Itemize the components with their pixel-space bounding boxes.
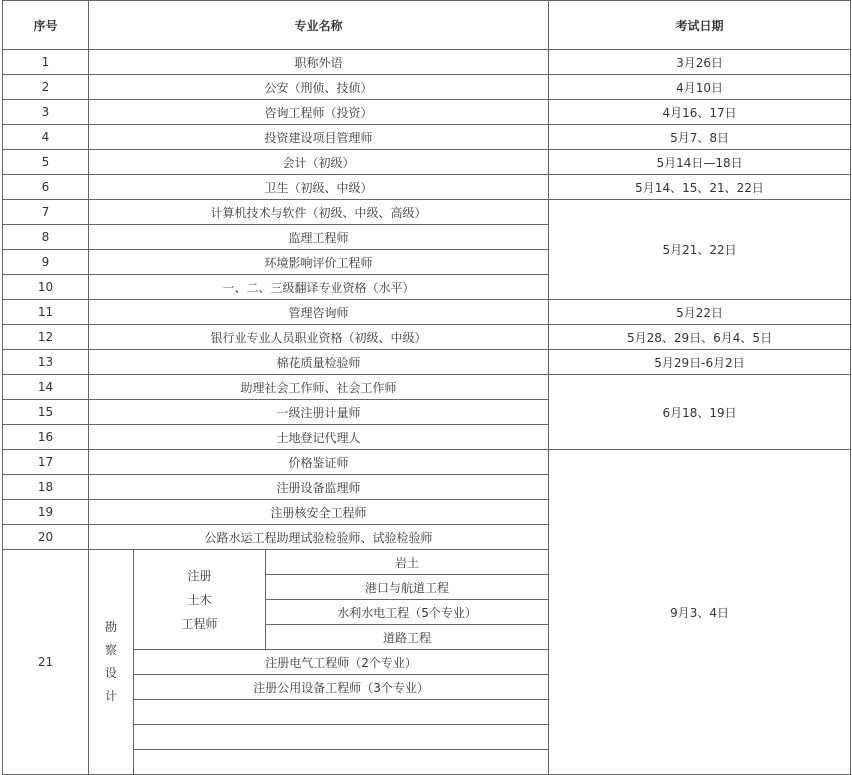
- row-name: 棉花质量检验师: [89, 350, 549, 375]
- table-row: [3, 100, 851, 125]
- row-name: 一、二、三级翻译专业资格（水平）: [89, 275, 549, 300]
- row-seq: 4: [3, 125, 89, 150]
- table-row: [3, 50, 851, 75]
- row-name: 土地登记代理人: [89, 425, 549, 450]
- row-date: 5月29日-6月2日: [549, 350, 851, 375]
- header-date: 考试日期: [549, 1, 851, 50]
- row-date: 5月14日—18日: [549, 150, 851, 175]
- row-date: 5月14、15、21、22日: [549, 175, 851, 200]
- table-row: [3, 200, 851, 225]
- row-date: 4月10日: [549, 75, 851, 100]
- row-date: 6月18、19日: [549, 375, 851, 450]
- exam-schedule-table: [2, 0, 851, 775]
- table-row: [3, 300, 851, 325]
- row-date: 5月22日: [549, 300, 851, 325]
- row-date: 5月21、22日: [549, 200, 851, 300]
- row-name: 价格鉴证师: [89, 450, 549, 475]
- civil-sub-specialty: 岩土: [266, 550, 549, 575]
- row-date: 5月7、8日: [549, 125, 851, 150]
- row-seq: 2: [3, 75, 89, 100]
- row-name: 咨询工程师（投资）: [89, 100, 549, 125]
- row-name: 银行业专业人员职业资格（初级、中级）: [89, 325, 549, 350]
- row-seq: 6: [3, 175, 89, 200]
- table-row: [3, 125, 851, 150]
- row-name: 投资建设项目管理师: [89, 125, 549, 150]
- row-seq: 12: [3, 325, 89, 350]
- row-name: 职称外语: [89, 50, 549, 75]
- row-name: 管理咨询师: [89, 300, 549, 325]
- civil-engineer-label: [134, 550, 266, 650]
- header-name: 专业名称: [89, 1, 549, 50]
- survey-design-item: 注册电气工程师（2个专业）: [134, 650, 549, 675]
- row-seq: 8: [3, 225, 89, 250]
- group-char: 计: [104, 689, 117, 703]
- row-seq: 15: [3, 400, 89, 425]
- table-row: [3, 325, 851, 350]
- row-name: 监理工程师: [89, 225, 549, 250]
- row-seq: 20: [3, 525, 89, 550]
- row-date: 5月28、29日、6月4、5日: [549, 325, 851, 350]
- row-name: 环境影响评价工程师: [89, 250, 549, 275]
- row-seq: 16: [3, 425, 89, 450]
- group-char: 勘: [104, 620, 117, 634]
- row-name: 会计（初级）: [89, 150, 549, 175]
- table-row: [3, 150, 851, 175]
- row-seq: 9: [3, 250, 89, 275]
- row-seq: 21: [3, 550, 89, 775]
- survey-design-item: 注册公用设备工程师（3个专业）: [134, 675, 549, 700]
- table-row: [3, 175, 851, 200]
- row-name: 公路水运工程助理试验检验师、试验检验师: [89, 525, 549, 550]
- row-name: 计算机技术与软件（初级、中级、高级）: [89, 200, 549, 225]
- table-row: [3, 375, 851, 400]
- group-char: 察: [104, 643, 117, 657]
- survey-design-item: [134, 700, 549, 725]
- row-seq: 3: [3, 100, 89, 125]
- row-name: 公安（刑侦、技侦）: [89, 75, 549, 100]
- table-row: [3, 75, 851, 100]
- row-name: 卫生（初级、中级）: [89, 175, 549, 200]
- civil-label-line: 土木: [187, 592, 212, 607]
- row-seq: 7: [3, 200, 89, 225]
- survey-design-item: [134, 725, 549, 750]
- table-row: [3, 450, 851, 475]
- row-seq: 1: [3, 50, 89, 75]
- header-row: [3, 1, 851, 50]
- survey-design-item: [134, 750, 549, 775]
- civil-sub-specialty: 港口与航道工程: [266, 575, 549, 600]
- row-seq: 19: [3, 500, 89, 525]
- header-seq: 序号: [3, 1, 89, 50]
- row-seq: 17: [3, 450, 89, 475]
- row-seq: 10: [3, 275, 89, 300]
- row-name: 注册设备监理师: [89, 475, 549, 500]
- row-seq: 5: [3, 150, 89, 175]
- civil-sub-specialty: 道路工程: [266, 625, 549, 650]
- row-seq: 11: [3, 300, 89, 325]
- survey-design-group-label: [89, 550, 134, 775]
- row-date: 9月3、4日: [549, 450, 851, 775]
- row-name: 注册核安全工程师: [89, 500, 549, 525]
- row-seq: 18: [3, 475, 89, 500]
- civil-label-line: 注册: [187, 568, 212, 583]
- table-row: [3, 350, 851, 375]
- row-seq: 13: [3, 350, 89, 375]
- civil-label-line: 工程师: [181, 616, 218, 631]
- group-char: 设: [104, 666, 117, 680]
- row-seq: 14: [3, 375, 89, 400]
- row-name: 一级注册计量师: [89, 400, 549, 425]
- row-name: 助理社会工作师、社会工作师: [89, 375, 549, 400]
- row-date: 3月26日: [549, 50, 851, 75]
- civil-sub-specialty: 水利水电工程（5个专业）: [266, 600, 549, 625]
- row-date: 4月16、17日: [549, 100, 851, 125]
